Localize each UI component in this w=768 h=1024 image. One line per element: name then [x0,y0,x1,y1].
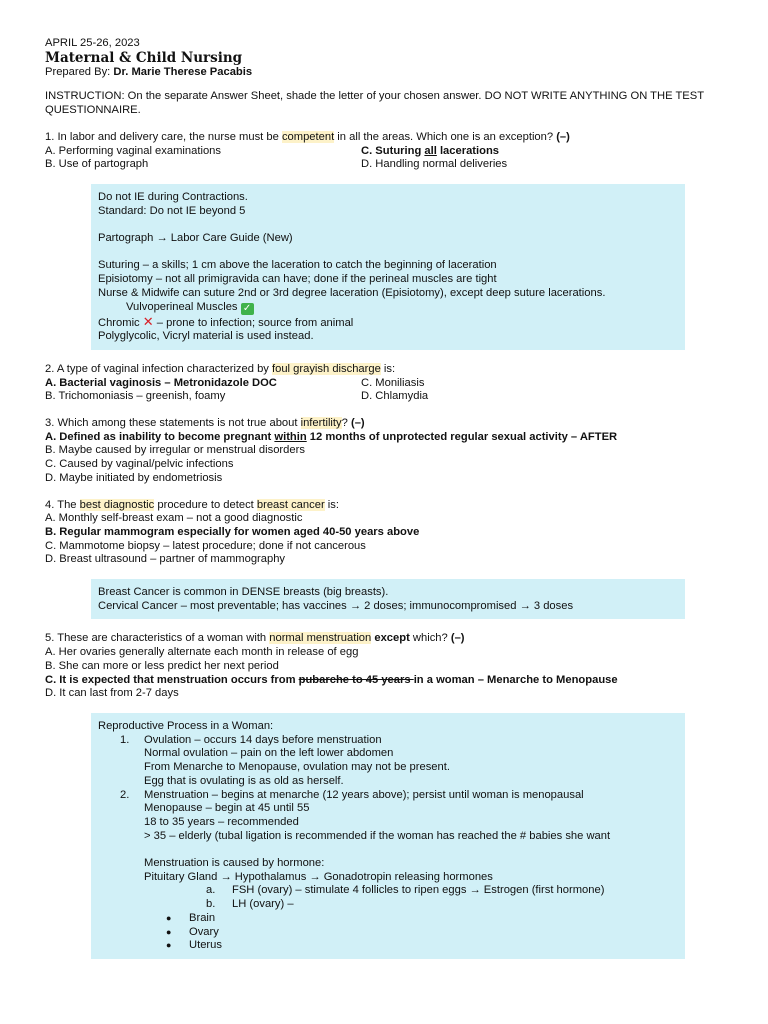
option-a: A. Her ovaries generally alternate each month in release of egg [45,646,359,659]
highlight: best diagnostic [79,498,155,511]
option-c: C. Moniliasis [361,376,425,389]
question-3-stem: 3. Which among these statements is not true about infertility? (–) [45,417,365,430]
check-mark-icon: ✓ [241,303,254,315]
lettered-item: b. LH (ovary) – [206,898,294,911]
note-line: Egg that is ovulating is as old as herself. [144,774,344,787]
note-line: Cervical Cancer – most preventable; has vaccines → 2 doses; immunocompromised → 3 doses [98,599,574,612]
note-box-2 [91,579,685,619]
highlight: competent [281,130,335,143]
note-line: Breast Cancer is common in DENSE breasts (big breasts). [98,586,389,599]
highlight: breast cancer [256,498,325,511]
note-line: From Menarche to Menopause, ovulation may not be present. [144,761,450,774]
bullet-item: ● Uterus [166,939,222,952]
bullet-item: ● Ovary [166,925,219,938]
question-1 [45,131,725,172]
note-line: Pituitary Gland → Hypothalamus → Gonadotropin releasing hormones [144,870,493,883]
option-a: A. Monthly self-breast exam – not a good diagnostic [45,512,303,525]
option-b: B. Regular mammogram especially for women aged 40-50 years above [45,525,420,538]
highlight: infertility [300,417,342,430]
option-b: B. She can more or less predict her next period [45,659,279,672]
bullet-icon: ● [166,940,172,951]
option-b: B. Use of partograph [45,158,149,171]
note-line: Menstruation is caused by hormone: [144,857,325,869]
note-line: Vulvoperineal Muscles ✓ [98,301,678,315]
cross-mark-icon: ✕ [142,313,154,329]
note-line: Episiotomy – not all primigravida can have; done if the perineal muscles are tight [98,273,497,286]
prepared-by [45,66,725,80]
option-a: A. Performing vaginal examinations [45,144,221,157]
note-line: Do not IE during Contractions. [98,190,248,203]
note-heading: Reproductive Process in a Woman: [98,719,274,732]
note-line: Suturing – a skills; 1 cm above the laceration to catch the beginning of laceration [98,259,497,272]
option-c: C. Suturing all lacerations [361,144,500,157]
prepared-name: Dr. Marie Therese Pacabis [113,65,253,78]
note-line: Polyglycolic, Vicryl material is used instead. [98,330,314,343]
option-c: C. It is expected that menstruation occurs from pubarche to 45 years in a woman – Menarche to Menopause [45,673,618,686]
option-a: A. Bacterial vaginosis – Metronidazole DOC [45,376,277,389]
question-4 [45,499,725,568]
option-d: D. Breast ultrasound – partner of mammography [45,553,286,566]
note-box-1 [91,184,685,350]
note-box-3 [91,713,685,959]
note-line: Chromic ✕ – prone to infection; source from animal [98,313,354,329]
note-line: Nurse & Midwife can suture 2nd or 3rd degree laceration (Episiotomy), except deep suture lacerations. [98,286,606,299]
note-line: Standard: Do not IE beyond 5 [98,204,246,217]
question-2-stem: 2. A type of vaginal infection characterized by foul grayish discharge is: [45,362,396,375]
highlight: foul grayish discharge [272,362,381,375]
numbered-item: 1. Ovulation – occurs 14 days before menstruation [120,733,382,746]
option-d: D. Maybe initiated by endometriosis [45,471,223,484]
option-d: D. Chlamydia [361,390,429,403]
option-a: A. Defined as inability to become pregnant within 12 months of unprotected regular sexual activity – AFTER [45,430,618,443]
option-d: D. It can last from 2-7 days [45,687,179,700]
question-3 [45,417,725,486]
bullet-icon: ● [166,912,172,923]
numbered-item: 2. Menstruation – begins at menarche (12 years above); persist until woman is menopausal [120,788,584,801]
document-title: Maternal & Child Nursing [45,49,243,66]
question-5-stem: 5. These are characteristics of a woman with normal menstruation except which? (–) [45,632,465,645]
bullet-icon: ● [166,926,172,937]
bullet-item: ● Brain [166,911,216,924]
option-c: C. Mammotome biopsy – latest procedure; done if not cancerous [45,539,366,552]
lettered-item: a. FSH (ovary) – stimulate 4 follicles to ripen eggs → Estrogen (first hormone) [206,884,605,897]
option-b: B. Maybe caused by irregular or menstrual disorders [45,444,305,457]
question-1-stem: 1. In labor and delivery care, the nurse must be competent in all the areas. Which one is an exception? (–) [45,130,570,143]
option-d: D. Handling normal deliveries [361,158,508,171]
note-line: Normal ovulation – pain on the left lower abdomen [144,747,394,760]
prepared-label: Prepared By: [45,65,114,78]
note-line: 18 to 35 years – recommended [144,815,299,828]
highlight: normal menstruation [269,632,372,645]
instruction: INSTRUCTION: On the separate Answer Sheet, shade the letter of your chosen answer. DO NOT WRITE ANYTHING ON THE TEST QUESTIONNAIRE. [45,90,704,117]
question-2 [45,363,725,404]
exam-date: APRIL 25-26, 2023 [45,37,140,49]
note-line: Partograph → Labor Care Guide (New) [98,232,293,245]
option-c: C. Caused by vaginal/pelvic infections [45,458,234,471]
document-page [45,37,725,959]
note-line: > 35 – elderly (tubal ligation is recommended if the woman has reached the # babies she want [144,829,611,842]
note-line: Menopause – begin at 45 until 55 [144,802,310,815]
question-5 [45,632,725,701]
question-4-stem: 4. The best diagnostic procedure to detect breast cancer is: [45,498,339,511]
option-b: B. Trichomoniasis – greenish, foamy [45,390,226,403]
